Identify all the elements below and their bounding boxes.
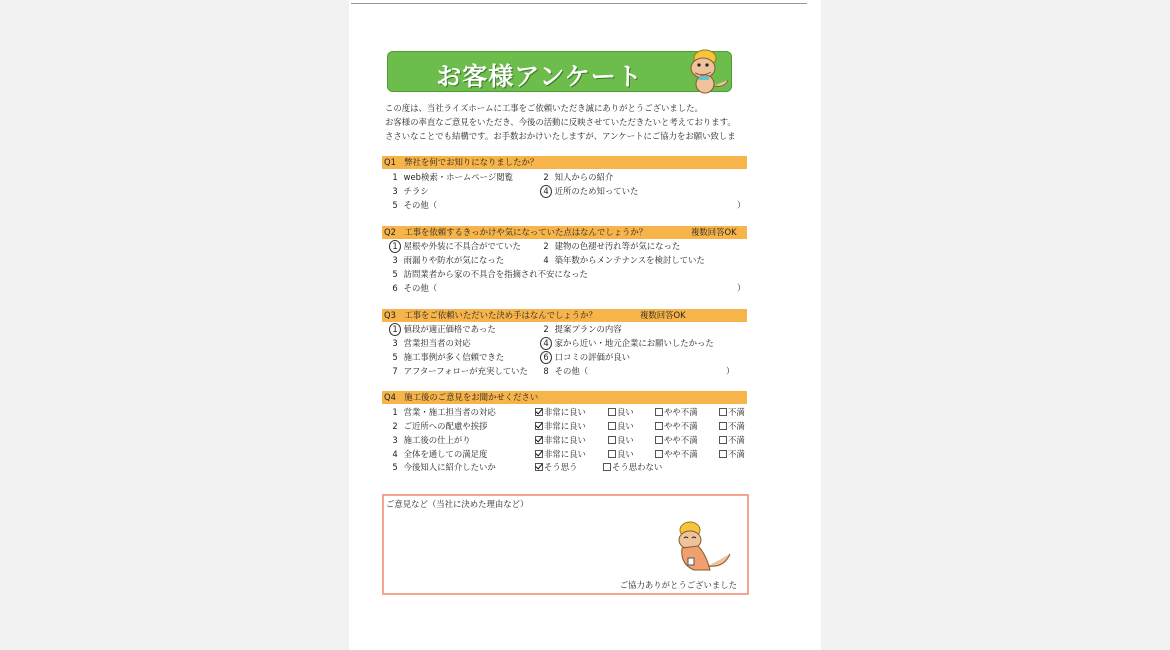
checkbox-checked-icon [535,450,543,458]
circled-option-number: 4 [540,185,552,198]
option-text: 施工事例が多く信頼できた [403,352,505,362]
choice-label: やや不満 [664,407,698,417]
option-text: その他（ [403,283,438,293]
q4-row-2-choice-good[interactable] [608,420,634,432]
q2-option-5[interactable] [389,268,588,280]
option-number: 5 [392,269,398,279]
row-text: 全体を通しての満足度 [403,449,488,459]
q4-row-4-choice-dissatisfied[interactable] [719,448,745,460]
q2-option-1[interactable] [389,240,521,253]
option-number: 2 [543,172,549,182]
q2-option-3[interactable] [389,254,504,266]
q2-close-paren: ） [737,283,746,293]
checkbox-checked-icon [535,436,543,444]
option-text: 営業担当者の対応 [403,338,471,348]
option-text: 近所のため知っていた [554,186,639,196]
circled-option-number: 1 [389,240,401,253]
q4-row-1 [389,406,496,418]
circled-option-number: 4 [540,337,552,350]
row-text: 営業・施工担当者の対応 [403,407,496,417]
checkbox-icon [603,463,611,471]
q1-close-paren: ） [737,200,746,210]
row-number: 1 [392,407,398,417]
option-text: web検索・ホームページ閲覧 [403,172,513,182]
q4-row-5 [389,461,496,473]
option-number: 5 [392,352,398,362]
intro-line: ささいなことでも結構です。お手数おかけいたしますが、アンケートにご協力をお願い致しま [385,131,736,141]
circled-option-number: 1 [389,323,401,336]
q2-header [382,226,747,239]
checkbox-icon [719,436,727,444]
q4-row-2-choice-somewhat-dissatisfied[interactable] [655,420,698,432]
option-text: 建物の色褪せ汚れ等が気になった [554,241,681,251]
title-banner [387,51,732,92]
option-text: 口コミの評価が良い [554,352,631,362]
q3-close-paren: ） [726,366,735,376]
option-number: 2 [543,241,549,251]
choice-label: 非常に良い [544,435,586,445]
q1-option-1[interactable] [389,171,513,183]
choice-label: 不満 [728,435,745,445]
row-number: 2 [392,421,398,431]
choice-label: 非常に良い [544,449,586,459]
q2-option-4[interactable] [540,254,705,266]
q3-option-8[interactable] [540,365,588,377]
q4-row-3-choice-somewhat-dissatisfied[interactable] [655,434,698,446]
row-number: 5 [392,462,398,472]
q4-row-1-choice-very-good[interactable] [535,406,586,418]
choice-label: 非常に良い [544,421,586,431]
q4-header [382,391,747,404]
q3-option-1[interactable] [389,323,496,336]
multi-answer-tag: 複数回答OK [640,310,686,320]
circled-option-number: 6 [540,351,552,364]
row-text: ご近所への配慮や挨拶 [403,421,488,431]
option-number: 7 [392,366,398,376]
checkbox-icon [655,408,663,416]
option-text: 訪問業者から家の不具合を指摘され不安になった [403,269,588,279]
mascot-dinosaur-bowing-icon [672,518,734,578]
option-text: チラシ [403,186,429,196]
option-text: その他（ [403,200,438,210]
option-text: 雨漏りや防水が気になった [403,255,505,265]
q4-row-5-choice-yes[interactable] [535,461,578,473]
q4-row-1-choice-somewhat-dissatisfied[interactable] [655,406,698,418]
checkbox-icon [655,450,663,458]
choice-label: やや不満 [664,421,698,431]
row-text: 今後知人に紹介したいか [403,462,496,472]
q4-row-2 [389,420,487,432]
checkbox-checked-icon [535,422,543,430]
q1-option-4[interactable] [540,185,638,198]
q4-row-4-choice-good[interactable] [608,448,634,460]
option-text: 築年数からメンテナンスを検討していた [554,255,705,265]
option-number: 1 [392,172,398,182]
q1-title: Q1 弊社を何でお知りになりましたか？ [384,157,539,167]
checkbox-icon [608,422,616,430]
multi-answer-tag: 複数回答OK [691,227,737,237]
choice-label: そう思わない [612,462,663,472]
q4-row-4-choice-somewhat-dissatisfied[interactable] [655,448,698,460]
q1-option-2[interactable] [540,171,613,183]
row-text: 施工後の仕上がり [403,435,471,445]
scan-edge-line [351,3,807,4]
choice-label: そう思う [544,462,578,472]
checkbox-icon [608,436,616,444]
q3-option-4[interactable] [540,337,714,350]
option-text: その他（ [554,366,589,376]
choice-label: 不満 [728,421,745,431]
checkbox-icon [655,422,663,430]
intro-line: お客様の率直なご意見をいただき、今後の活動に反映させていただきたいと考えております。 [385,117,736,127]
q4-row-1-choice-good[interactable] [608,406,634,418]
checkbox-icon [719,450,727,458]
choice-label: 良い [617,407,634,417]
row-number: 4 [392,449,398,459]
intro-line: この度は、当社ライズホームに工事をご依頼いただき誠にありがとうございました。 [385,103,703,113]
option-number: 6 [392,283,398,293]
choice-label: 良い [617,421,634,431]
q3-option-7[interactable] [389,365,528,377]
checkbox-checked-icon [535,463,543,471]
q3-option-5[interactable] [389,351,504,363]
q1-header [382,156,747,169]
thanks-text: ご協力ありがとうございました [619,580,737,590]
q4-row-3 [389,434,471,446]
q4-row-4-choice-very-good[interactable] [535,448,586,460]
checkbox-icon [608,450,616,458]
option-text: アフターフォローが充実していた [403,366,528,376]
q3-option-3[interactable] [389,337,471,349]
q3-header [382,309,747,322]
comment-label: ご意見など（当社に決めた理由など） [386,499,529,509]
checkbox-icon [719,408,727,416]
option-number: 5 [392,200,398,210]
option-text: 提案プランの内容 [554,324,622,334]
option-number: 3 [392,186,398,196]
q4-row-2-choice-very-good[interactable] [535,420,586,432]
option-number: 3 [392,255,398,265]
option-text: 知人からの紹介 [554,172,614,182]
choice-label: 不満 [728,407,745,417]
checkbox-icon [655,436,663,444]
q4-row-4 [389,448,487,460]
q4-row-1-choice-dissatisfied[interactable] [719,406,745,418]
choice-label: やや不満 [664,449,698,459]
q3-option-6[interactable] [540,351,630,364]
q2-option-2[interactable] [540,240,680,252]
choice-label: 良い [617,435,634,445]
option-text: 値段が適正価格であった [403,324,496,334]
choice-label: やや不満 [664,435,698,445]
q4-row-5-choice-no[interactable] [603,461,662,473]
intro-text [385,101,747,143]
q3-title: Q3 工事をご依頼いただいた決め手はなんでしょうか？ [384,310,597,320]
q4-row-3-choice-good[interactable] [608,434,634,446]
q4-title: Q4 施工後のご意見をお聞かせください [384,392,539,402]
q2-title: Q2 工事を依頼するきっかけや気になっていた点はなんでしょうか？ [384,227,648,237]
option-number: 8 [543,366,549,376]
choice-label: 不満 [728,449,745,459]
q1-option-5[interactable] [389,199,437,211]
choice-label: 非常に良い [544,407,586,417]
checkbox-icon [608,408,616,416]
checkbox-icon [719,422,727,430]
q3-option-2[interactable] [540,323,622,335]
q2-option-6[interactable] [389,282,437,294]
option-text: 家から近い・地元企業にお願いしたかった [554,338,714,348]
q4-row-3-choice-dissatisfied[interactable] [719,434,745,446]
option-number: 4 [543,255,549,265]
row-number: 3 [392,435,398,445]
mascot-dinosaur-icon [683,46,731,98]
option-number: 2 [543,324,549,334]
q4-row-3-choice-very-good[interactable] [535,434,586,446]
q1-option-3[interactable] [389,185,429,197]
q4-row-2-choice-dissatisfied[interactable] [719,420,745,432]
page-title: お客様アンケート [436,62,643,91]
option-number: 3 [392,338,398,348]
checkbox-checked-icon [535,408,543,416]
option-text: 屋根や外装に不具合がでていた [403,241,521,251]
choice-label: 良い [617,449,634,459]
